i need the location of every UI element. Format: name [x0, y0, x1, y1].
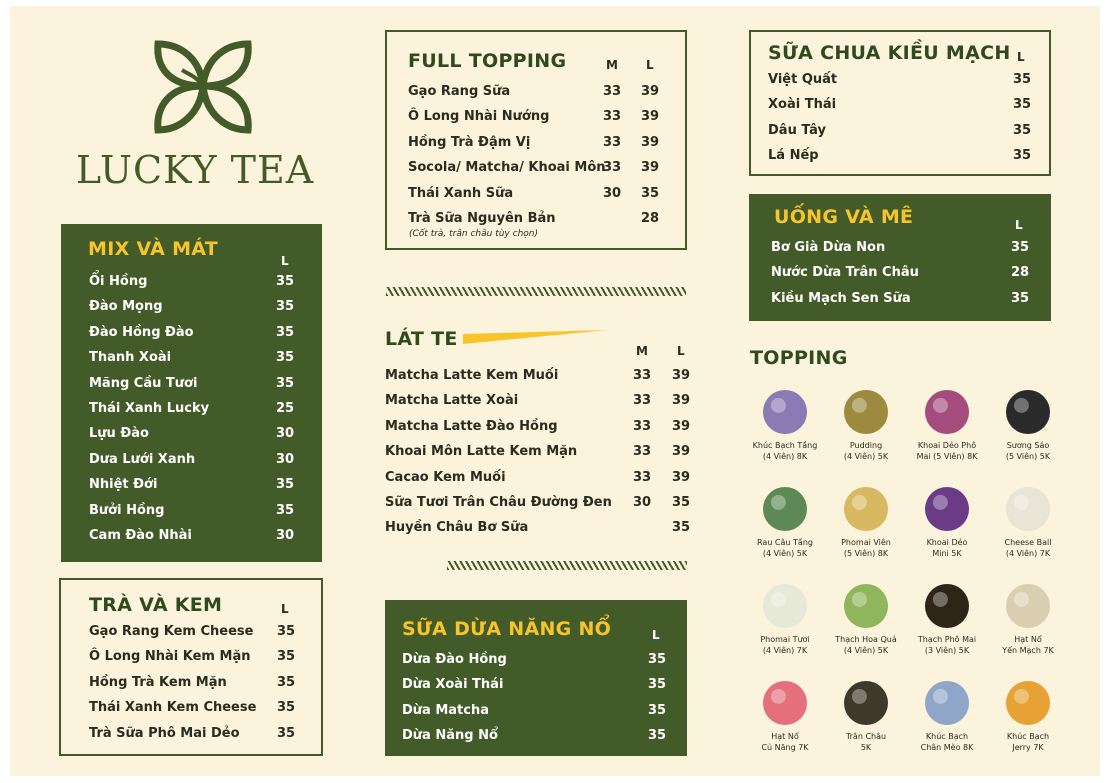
- item-name: Đào Hồng Đào: [89, 324, 194, 340]
- price-m: 33: [632, 418, 652, 434]
- size-l-header: L: [281, 254, 289, 268]
- item-name: Dưa Lưới Xanh: [89, 451, 196, 467]
- item-name: Cam Đào Nhài: [89, 528, 192, 543]
- topping-image: [925, 390, 969, 434]
- topping-label: Thạch Hoa Quả (4 Viên) 5K: [835, 635, 897, 655]
- topping-item: [740, 390, 830, 462]
- topping-image: [925, 681, 969, 725]
- size-m-header: M: [606, 58, 618, 72]
- item-name: Thái Xanh Kem Cheese: [89, 700, 257, 716]
- price-m: 33: [602, 84, 622, 99]
- menu-item: [385, 368, 705, 393]
- price-l: 35: [647, 652, 667, 667]
- menu-item: [385, 703, 687, 728]
- size-l-header: L: [1017, 50, 1025, 64]
- topping-item: [740, 584, 830, 656]
- topping-grid: [740, 390, 1090, 770]
- price-l: 28: [1010, 265, 1030, 281]
- menu-item: [385, 728, 687, 753]
- section-title: SỮA DỪA NĂNG NỔ: [402, 618, 612, 640]
- item-name: Gạo Rang Sữa: [408, 84, 511, 99]
- menu-item: [751, 72, 1053, 97]
- topping-image: [925, 487, 969, 531]
- topping-image: [763, 390, 807, 434]
- topping-image: [763, 584, 807, 628]
- price-l: 35: [647, 728, 667, 744]
- item-name: Hồng Trà Kem Mặn: [89, 674, 227, 690]
- item-name: Huyền Châu Bơ Sữa: [385, 520, 529, 536]
- menu-item: [61, 624, 325, 649]
- item-name: Thanh Xoài: [89, 350, 172, 366]
- item-name: Ô Long Nhài Nướng: [408, 109, 550, 125]
- price-l: 35: [275, 502, 295, 518]
- menu-item: [61, 528, 322, 553]
- size-l-header: L: [1015, 218, 1023, 232]
- accent-stripe-icon: [463, 330, 608, 344]
- menu-item: [61, 299, 322, 324]
- price-l: 35: [276, 700, 296, 716]
- item-name: Đào Mọng: [89, 299, 163, 315]
- price-l: 39: [671, 469, 691, 485]
- topping-label: Khoai Dẻo Phô Mai (5 Viên) 8K: [916, 441, 978, 461]
- note-text: (Cốt trà, trân châu tùy chọn): [409, 229, 538, 239]
- item-name: Trà Sữa Phô Mai Dẻo: [89, 725, 240, 741]
- topping-label: Phomai Tươi (4 Viên) 7K: [760, 635, 810, 655]
- topping-item: [983, 681, 1073, 753]
- topping-image: [844, 681, 888, 725]
- topping-label: Khúc Bạch Tầng (4 Viên) 8K: [752, 441, 818, 461]
- topping-label: Hạt Nổ Yến Mạch 7K: [1002, 635, 1054, 655]
- topping-image: [925, 584, 969, 628]
- menu-item: [749, 265, 1051, 290]
- item-list: [387, 84, 689, 234]
- item-name: Bơ Già Dừa Non: [771, 240, 886, 255]
- price-l: 39: [640, 109, 660, 125]
- price-l: 35: [276, 624, 296, 639]
- menu-item: [61, 700, 325, 725]
- price-l: 35: [1012, 122, 1032, 138]
- lat-te-section: [385, 322, 691, 542]
- price-m: 30: [602, 185, 622, 201]
- price-l: 35: [640, 185, 660, 201]
- item-name: Matcha Latte Kem Muối: [385, 368, 559, 383]
- price-l: 35: [275, 274, 295, 289]
- topping-label: Pudding (4 Viên) 5K: [843, 441, 889, 461]
- topping-label: Khúc Bạch Jerry 7K: [1006, 732, 1050, 752]
- logo: [70, 30, 320, 200]
- topping-item: [902, 487, 992, 559]
- price-l: 35: [275, 375, 295, 391]
- brand-name: LUCKY TEA: [75, 148, 315, 192]
- topping-image: [1006, 390, 1050, 434]
- menu-item: [385, 470, 705, 495]
- menu-item: [61, 675, 325, 700]
- menu-item: [385, 393, 705, 418]
- price-l: 28: [640, 211, 660, 226]
- uong-va-me-section: [749, 194, 1051, 321]
- size-l-header: L: [281, 602, 289, 616]
- price-l: 35: [1012, 97, 1032, 113]
- menu-item: [387, 109, 689, 134]
- menu-item: [749, 291, 1051, 316]
- leaf-logo-icon: [148, 36, 258, 136]
- size-m-header: M: [636, 344, 648, 358]
- full-topping-section: [385, 30, 687, 250]
- size-l-header: L: [677, 344, 685, 358]
- price-l: 35: [1010, 290, 1030, 306]
- price-m: 33: [602, 109, 622, 125]
- item-name: Mãng Cầu Tươi: [89, 375, 198, 391]
- price-l: 25: [275, 401, 295, 416]
- topping-item: [821, 487, 911, 559]
- size-l-header: L: [646, 58, 654, 72]
- size-l-header: L: [652, 628, 660, 642]
- menu-page: [10, 6, 1100, 776]
- item-list: [751, 72, 1053, 176]
- tra-va-kem-section: [59, 578, 323, 756]
- topping-image: [844, 584, 888, 628]
- divider: [447, 561, 687, 570]
- item-name: Lựu Đào: [89, 426, 149, 442]
- section-title: MIX VÀ MÁT: [88, 238, 219, 260]
- topping-label: Cheese Ball (4 Viên) 7K: [1004, 538, 1052, 558]
- topping-image: [763, 487, 807, 531]
- topping-item: [821, 584, 911, 656]
- menu-item: [385, 444, 705, 469]
- menu-item: [751, 97, 1053, 122]
- menu-item: [61, 649, 325, 674]
- menu-item: [61, 376, 322, 401]
- price-l: 35: [276, 725, 296, 741]
- menu-item: [751, 148, 1053, 173]
- menu-item: [387, 84, 689, 109]
- price-m: 33: [632, 368, 652, 383]
- topping-title: TOPPING: [750, 347, 848, 369]
- sua-dua-section: [385, 600, 687, 756]
- section-title: UỐNG VÀ MÊ: [774, 206, 914, 228]
- price-l: 30: [275, 528, 295, 543]
- price-l: 35: [275, 350, 295, 366]
- menu-item: [385, 419, 705, 444]
- price-m: 33: [632, 393, 652, 409]
- topping-item: [740, 681, 830, 753]
- menu-item: [61, 503, 322, 528]
- price-l: 39: [640, 84, 660, 99]
- price-m: 33: [632, 469, 652, 485]
- price-l: 39: [671, 368, 691, 383]
- menu-item: [61, 726, 325, 751]
- price-l: 30: [275, 451, 295, 467]
- menu-item: [61, 325, 322, 350]
- item-name: Khoai Môn Latte Kem Mặn: [385, 444, 578, 460]
- item-name: Sữa Tươi Trân Châu Đường Đen: [385, 495, 612, 510]
- menu-item: [61, 401, 322, 426]
- item-name: Thái Xanh Lucky: [89, 401, 210, 416]
- price-l: 35: [647, 702, 667, 718]
- menu-item: [61, 452, 322, 477]
- topping-label: Khoai Dẻo Mini 5K: [926, 538, 968, 558]
- item-name: Việt Quất: [768, 72, 838, 87]
- menu-item: [387, 160, 689, 185]
- price-l: 35: [671, 520, 691, 536]
- price-l: 39: [671, 393, 691, 409]
- item-name: Nhiệt Đới: [89, 477, 158, 493]
- topping-item: [902, 681, 992, 753]
- item-name: Dừa Xoài Thái: [402, 677, 504, 693]
- menu-item: [385, 652, 687, 677]
- item-name: Nước Dừa Trân Châu: [771, 265, 919, 281]
- price-m: 30: [632, 495, 652, 510]
- section-title: TRÀ VÀ KEM: [89, 594, 223, 616]
- item-name: Matcha Latte Xoài: [385, 393, 519, 409]
- item-name: Dừa Năng Nổ: [402, 728, 498, 744]
- topping-image: [1006, 681, 1050, 725]
- topping-item: [983, 584, 1073, 656]
- item-name: Hồng Trà Đậm Vị: [408, 134, 531, 150]
- topping-image: [763, 681, 807, 725]
- topping-item: [821, 681, 911, 753]
- topping-label: Hạt Nổ Củ Năng 7K: [761, 732, 809, 752]
- item-list: [385, 368, 705, 548]
- item-name: Lá Nếp: [768, 148, 819, 164]
- section-title: SỮA CHUA KIỀU MẠCH: [768, 42, 1011, 64]
- price-l: 35: [671, 495, 691, 510]
- item-name: Ổi Hồng: [89, 274, 148, 289]
- item-name: Cacao Kem Muối: [385, 469, 506, 485]
- topping-label: Thạch Phô Mai (3 Viên) 5K: [917, 635, 977, 655]
- item-name: Dừa Matcha: [402, 702, 490, 718]
- sua-chua-section: [749, 30, 1051, 176]
- topping-label: Sương Sáo (5 Viên) 5K: [1005, 441, 1051, 461]
- menu-item: [387, 186, 689, 211]
- menu-item: [387, 135, 689, 160]
- price-l: 35: [275, 299, 295, 315]
- menu-item: [751, 123, 1053, 148]
- topping-image: [844, 487, 888, 531]
- item-list: [61, 274, 322, 554]
- menu-item: [61, 477, 322, 502]
- topping-label: Khúc Bạch Chân Mèo 8K: [920, 732, 974, 752]
- price-l: 39: [671, 418, 691, 434]
- price-l: 39: [671, 444, 691, 460]
- price-l: 39: [640, 160, 660, 176]
- section-title: FULL TOPPING: [408, 50, 567, 72]
- price-m: 33: [602, 134, 622, 150]
- item-name: Thái Xanh Sữa: [408, 185, 514, 201]
- item-name: Matcha Latte Đào Hồng: [385, 418, 558, 434]
- price-l: 35: [276, 674, 296, 690]
- item-name: Dừa Đào Hồng: [402, 652, 507, 667]
- item-name: Trà Sữa Nguyên Bản: [408, 211, 556, 226]
- menu-item: [385, 520, 705, 545]
- topping-image: [1006, 487, 1050, 531]
- menu-item: [385, 677, 687, 702]
- price-l: 35: [1012, 72, 1032, 87]
- price-l: 35: [1010, 240, 1030, 255]
- price-l: 35: [275, 477, 295, 493]
- section-title: LÁT TE: [385, 328, 458, 350]
- item-list: [385, 652, 687, 756]
- topping-item: [902, 584, 992, 656]
- item-list: [749, 240, 1051, 320]
- item-name: Socola/ Matcha/ Khoai Môn: [408, 160, 606, 176]
- topping-item: [740, 487, 830, 559]
- topping-label: Trân Châu 5K: [845, 732, 887, 752]
- menu-item: [749, 240, 1051, 265]
- price-l: 39: [640, 134, 660, 150]
- item-name: Dâu Tây: [768, 122, 827, 138]
- topping-item: [983, 487, 1073, 559]
- topping-item: [902, 390, 992, 462]
- divider: [386, 287, 686, 296]
- item-name: Ô Long Nhài Kem Mặn: [89, 649, 251, 665]
- item-list: [61, 624, 325, 754]
- item-name: Bưởi Hồng: [89, 502, 165, 518]
- price-m: 33: [602, 160, 622, 176]
- topping-image: [844, 390, 888, 434]
- price-l: 35: [1012, 148, 1032, 164]
- topping-item: [983, 390, 1073, 462]
- topping-image: [1006, 584, 1050, 628]
- price-l: 35: [647, 677, 667, 693]
- price-m: 33: [632, 444, 652, 460]
- menu-item: [385, 495, 705, 520]
- price-l: 30: [275, 426, 295, 442]
- menu-item: [61, 274, 322, 299]
- mix-va-mat-section: [61, 224, 322, 562]
- menu-item: [61, 350, 322, 375]
- item-name: Xoài Thái: [768, 97, 837, 113]
- item-name: Kiều Mạch Sen Sữa: [771, 290, 911, 306]
- topping-label: Phomai Viên (5 Viên) 8K: [841, 538, 891, 558]
- price-l: 35: [276, 649, 296, 665]
- topping-label: Rau Câu Tầng (4 Viên) 5K: [757, 538, 813, 558]
- price-l: 35: [275, 324, 295, 340]
- menu-item: [61, 426, 322, 451]
- item-name: Gạo Rang Kem Cheese: [89, 624, 254, 639]
- topping-item: [821, 390, 911, 462]
